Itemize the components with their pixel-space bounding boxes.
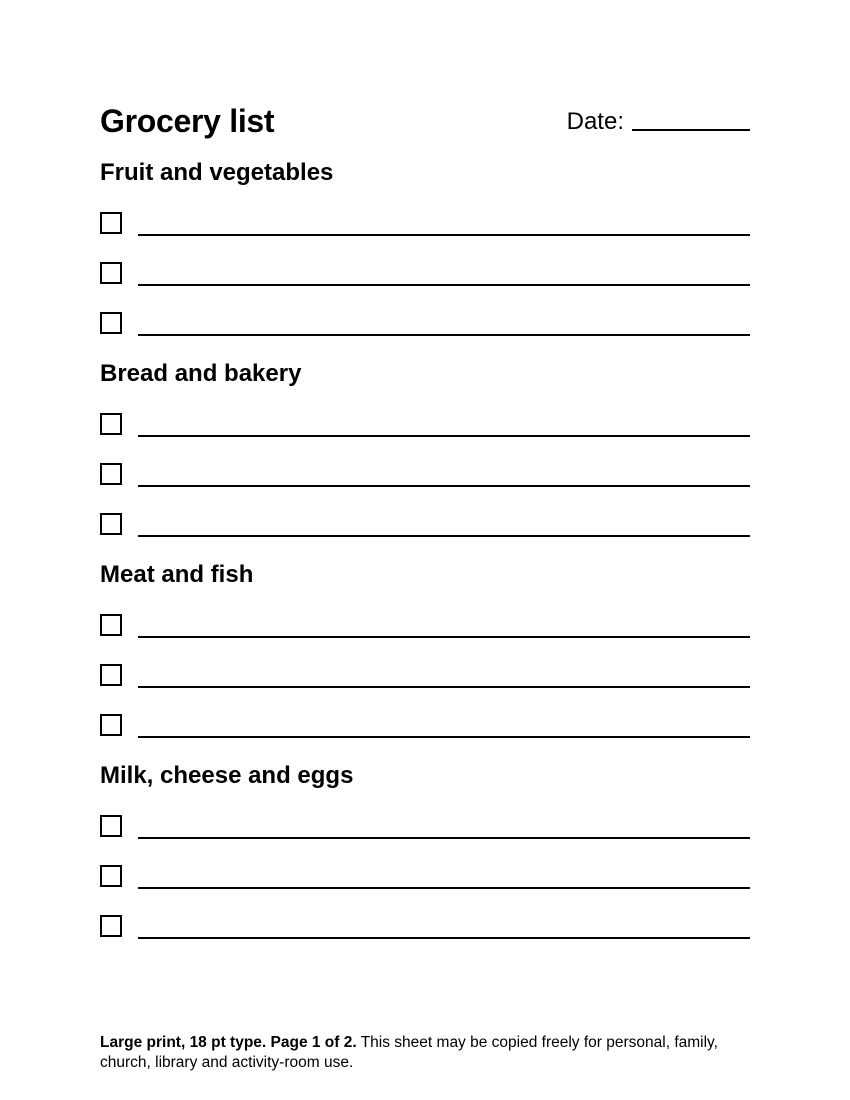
item-checkbox[interactable] — [100, 413, 122, 435]
item-write-line[interactable] — [138, 334, 750, 336]
item-write-line[interactable] — [138, 736, 750, 738]
item-write-line[interactable] — [138, 284, 750, 286]
item-checkbox[interactable] — [100, 714, 122, 736]
item-checkbox[interactable] — [100, 865, 122, 887]
item-write-line[interactable] — [138, 485, 750, 487]
list-item — [100, 262, 750, 286]
item-write-line[interactable] — [138, 535, 750, 537]
list-item — [100, 463, 750, 487]
list-item — [100, 915, 750, 939]
item-write-line[interactable] — [138, 887, 750, 889]
list-item — [100, 664, 750, 688]
section-title-bread-and-bakery: Bread and bakery — [100, 360, 302, 387]
item-checkbox[interactable] — [100, 815, 122, 837]
item-checkbox[interactable] — [100, 463, 122, 485]
item-checkbox[interactable] — [100, 312, 122, 334]
page-title: Grocery list — [100, 103, 275, 139]
item-write-line[interactable] — [138, 234, 750, 236]
date-field — [567, 107, 750, 137]
item-write-line[interactable] — [138, 937, 750, 939]
grocery-list-sheet — [100, 0, 750, 1100]
list-item — [100, 513, 750, 537]
item-checkbox[interactable] — [100, 262, 122, 284]
list-item — [100, 413, 750, 437]
item-write-line[interactable] — [138, 837, 750, 839]
list-item — [100, 312, 750, 336]
list-item — [100, 212, 750, 236]
date-blank-line[interactable] — [632, 109, 750, 131]
item-checkbox[interactable] — [100, 513, 122, 535]
section-title-meat-and-fish: Meat and fish — [100, 561, 254, 588]
footer-note — [100, 1033, 750, 1073]
item-checkbox[interactable] — [100, 614, 122, 636]
item-write-line[interactable] — [138, 686, 750, 688]
footer-text: This sheet may be copied freely for personal, family, church, library and activity-room use. — [100, 1034, 718, 1071]
item-write-line[interactable] — [138, 636, 750, 638]
item-checkbox[interactable] — [100, 212, 122, 234]
list-item — [100, 714, 750, 738]
item-checkbox[interactable] — [100, 664, 122, 686]
date-label: Date: — [566, 108, 624, 135]
list-item — [100, 815, 750, 839]
section-title-milk-cheese-and-eggs: Milk, cheese and eggs — [100, 762, 354, 789]
item-write-line[interactable] — [138, 435, 750, 437]
section-title-fruit-and-vegetables: Fruit and vegetables — [100, 159, 334, 186]
list-item — [100, 865, 750, 889]
list-item — [100, 614, 750, 638]
footer-bold-text: Large print, 18 pt type. Page 1 of 2. — [100, 1034, 357, 1051]
item-checkbox[interactable] — [100, 915, 122, 937]
